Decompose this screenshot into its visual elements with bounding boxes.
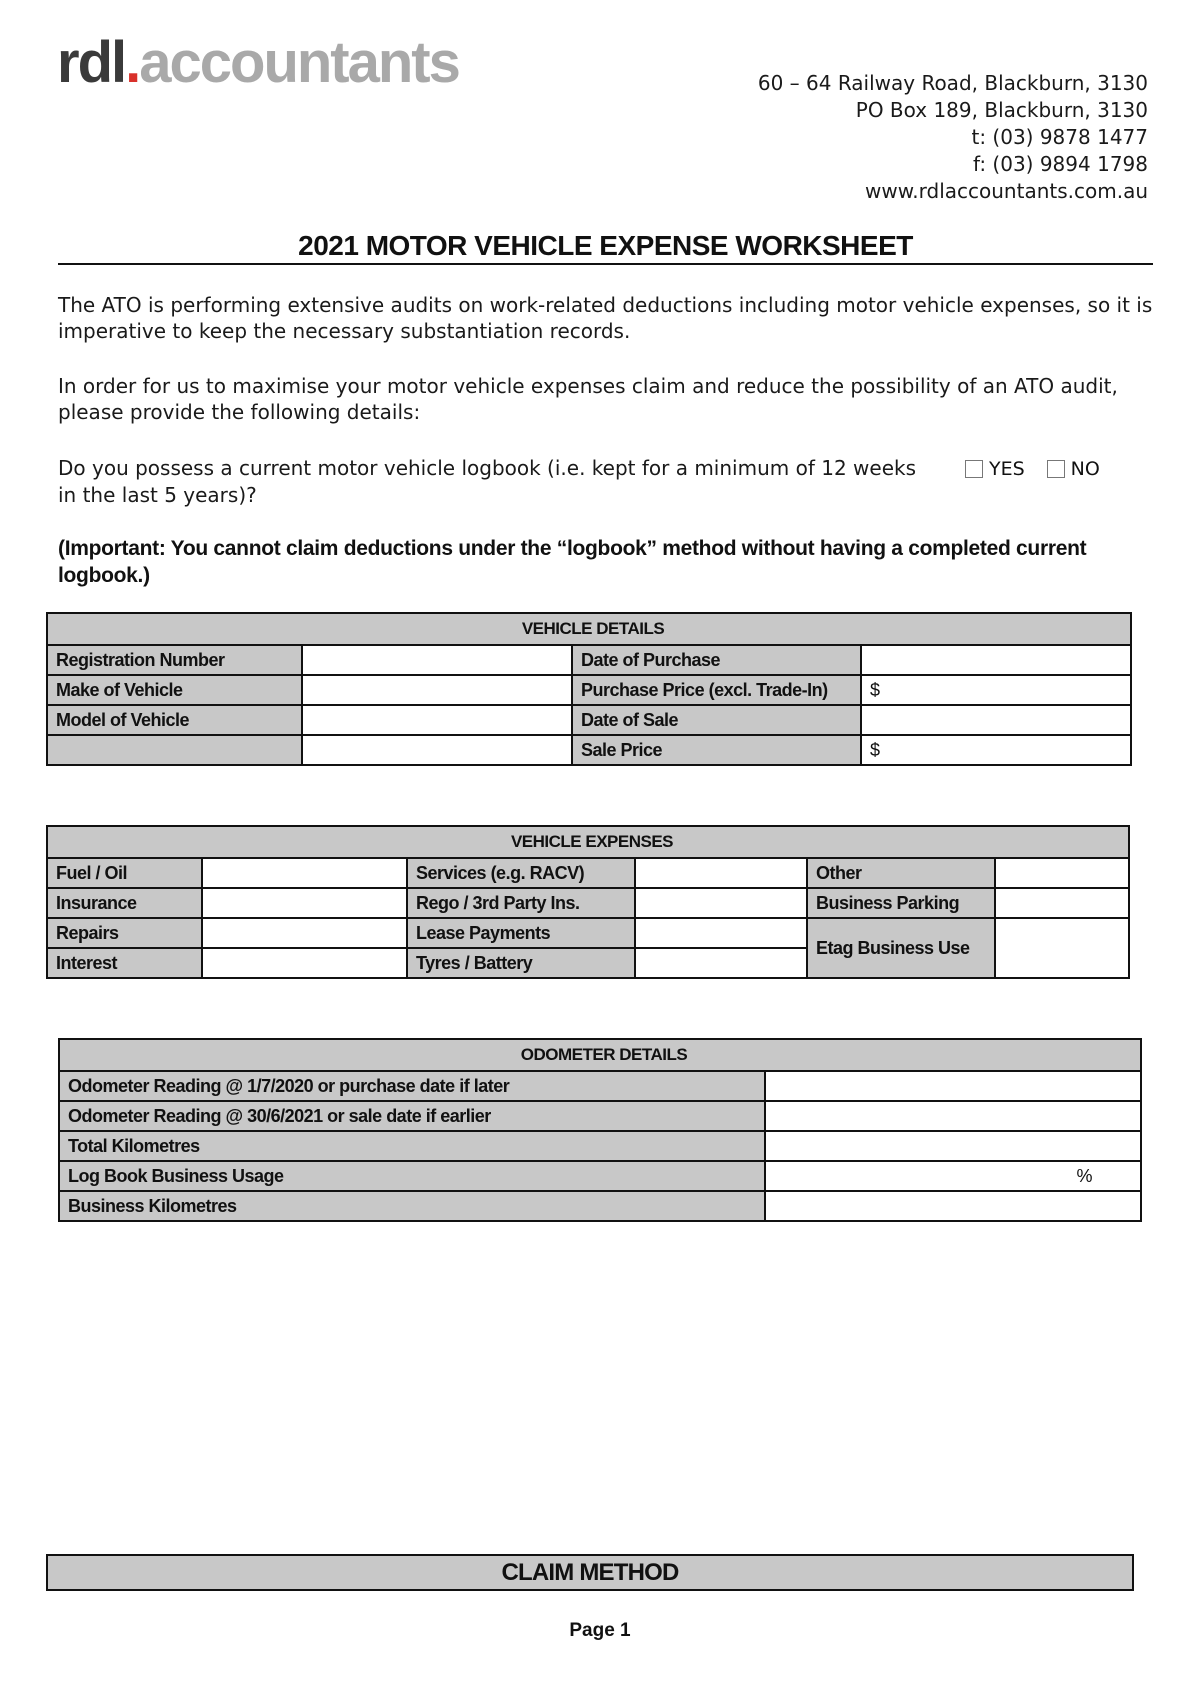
vehicle-expenses-table [46,825,1130,979]
address-website: www.rdlaccountants.com.au [865,179,1148,203]
page-title: 2021 MOTOR VEHICLE EXPENSE WORKSHEET [298,230,913,261]
title-underline [58,263,1153,265]
vehicle-details-header: VEHICLE DETAILS [47,613,1131,645]
lease-payments-field[interactable] [635,918,807,948]
address-block [758,70,1148,205]
etag-business-use-field[interactable] [995,918,1129,978]
odometer-details-header: ODOMETER DETAILS [59,1039,1141,1071]
intro-paragraph-1: The ATO is performing extensive audits on work-related deductions including motor vehicle expenses, so it is imperative to keep the necessary substantiation records. [58,293,1153,343]
blank-field[interactable] [302,735,572,765]
business-kilometres-label: Business Kilometres [59,1191,765,1221]
repairs-field[interactable] [202,918,407,948]
page-number: Page 1 [569,1620,631,1641]
lease-payments-label: Lease Payments [407,918,635,948]
fuel-oil-field[interactable] [202,858,407,888]
logbook-question: Do you possess a current motor vehicle logbook (i.e. kept for a minimum of 12 weeks in the last 5 years)? [58,456,917,507]
purchase-price-field[interactable]: $ [861,675,1131,705]
logo-dot: . [125,30,140,95]
claim-method-header: CLAIM METHOD [46,1554,1134,1591]
date-of-sale-field[interactable] [861,705,1131,735]
table-row [47,705,1131,735]
sale-price-label: Sale Price [572,735,861,765]
date-of-purchase-field[interactable] [861,645,1131,675]
address-street: 60 – 64 Railway Road, Blackburn, 3130 [757,71,1148,95]
total-kilometres-field[interactable] [765,1131,1141,1161]
logbook-answer-group [965,458,1100,480]
rego-field[interactable] [635,888,807,918]
odometer-details-table [58,1038,1142,1222]
total-kilometres-label: Total Kilometres [59,1131,765,1161]
vehicle-details-table [46,612,1132,766]
make-of-vehicle-field[interactable] [302,675,572,705]
table-row [47,918,1129,948]
fuel-oil-label: Fuel / Oil [47,858,202,888]
table-row [59,1161,1141,1191]
interest-field[interactable] [202,948,407,978]
table-row [47,645,1131,675]
table-row [47,858,1129,888]
blank-label [47,735,302,765]
services-field[interactable] [635,858,807,888]
model-of-vehicle-label: Model of Vehicle [47,705,302,735]
tyres-battery-label: Tyres / Battery [407,948,635,978]
table-row [59,1131,1141,1161]
log-book-business-usage-label: Log Book Business Usage [59,1161,765,1191]
business-parking-label: Business Parking [807,888,995,918]
make-of-vehicle-label: Make of Vehicle [47,675,302,705]
purchase-price-label: Purchase Price (excl. Trade-In) [572,675,861,705]
sale-price-field[interactable]: $ [861,735,1131,765]
repairs-label: Repairs [47,918,202,948]
table-row [47,888,1129,918]
insurance-label: Insurance [47,888,202,918]
address-fax: f: (03) 9894 1798 [973,152,1148,176]
registration-number-field[interactable] [302,645,572,675]
table-row [47,735,1131,765]
log-book-business-usage-field[interactable]: % [765,1161,1141,1191]
services-label: Services (e.g. RACV) [407,858,635,888]
model-of-vehicle-field[interactable] [302,705,572,735]
date-of-purchase-label: Date of Purchase [572,645,861,675]
no-label: NO [1070,458,1100,480]
business-kilometres-field[interactable] [765,1191,1141,1221]
yes-checkbox[interactable] [965,460,983,478]
no-checkbox[interactable] [1047,460,1065,478]
interest-label: Interest [47,948,202,978]
rego-label: Rego / 3rd Party Ins. [407,888,635,918]
logo-rdl: rdl [57,30,126,95]
table-row [59,1191,1141,1221]
odometer-start-label: Odometer Reading @ 1/7/2020 or purchase date if later [59,1071,765,1101]
company-logo [57,30,459,95]
vehicle-expenses-header: VEHICLE EXPENSES [47,826,1129,858]
odometer-end-field[interactable] [765,1101,1141,1131]
intro-paragraph-2: In order for us to maximise your motor vehicle expenses claim and reduce the possibility of an ATO audit, please provide the following details: [58,374,1118,424]
important-note: (Important: You cannot claim deductions under the “logbook” method without having a completed current logbook.) [58,537,1087,587]
other-field[interactable] [995,858,1129,888]
address-phone: t: (03) 9878 1477 [971,125,1148,149]
insurance-field[interactable] [202,888,407,918]
tyres-battery-field[interactable] [635,948,807,978]
etag-business-use-label: Etag Business Use [807,918,995,978]
business-parking-field[interactable] [995,888,1129,918]
table-row [59,1071,1141,1101]
other-label: Other [807,858,995,888]
table-row [47,675,1131,705]
odometer-end-label: Odometer Reading @ 30/6/2021 or sale date if earlier [59,1101,765,1131]
logo-accountants: accountants [139,30,459,95]
odometer-start-field[interactable] [765,1071,1141,1101]
address-po-box: PO Box 189, Blackburn, 3130 [855,98,1148,122]
table-row [59,1101,1141,1131]
yes-label: YES [989,458,1025,480]
registration-number-label: Registration Number [47,645,302,675]
date-of-sale-label: Date of Sale [572,705,861,735]
